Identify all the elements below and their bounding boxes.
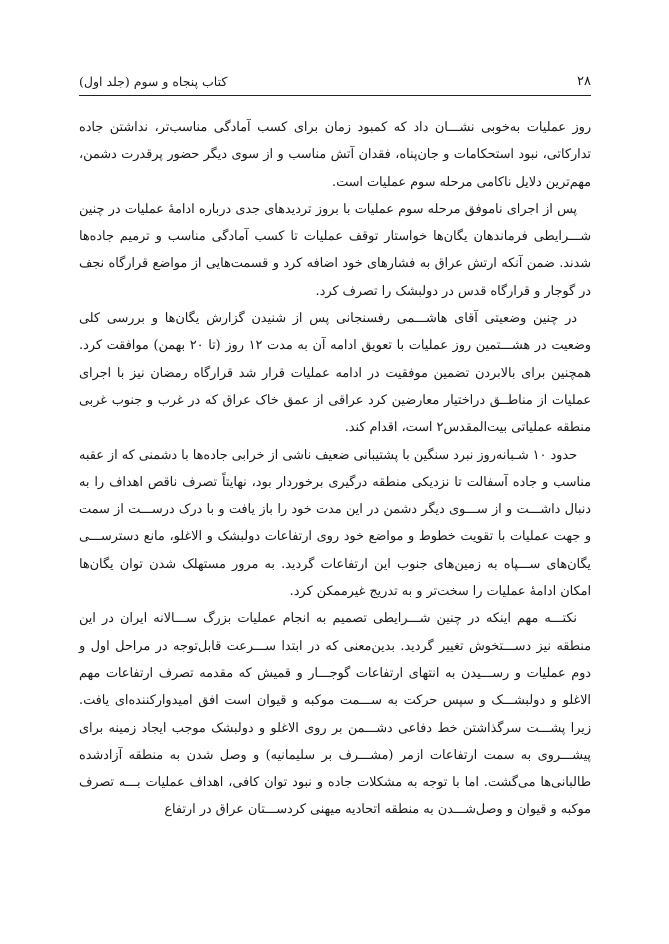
running-head [79,74,591,96]
page-number: ۲۸ [577,74,591,89]
paragraph-5: نکتـــه مهم اینکه در چنین شـــرایطی تصمیم به انجام عملیات بزرگ ســـالانه ایران در این منطقه نیز دســـتخوش تغییر گردید. بدین‌معنی که در ابتدا ســـرعت قابل‌توجه در مراحل اول و دوم عملیات و رســـیدن به انتهای ارتفاعات گوجـــار و قمیش که مقدمه تصرف ارتفاعات مهم الاغلو و دولبشـــک و سپس حرکت به ســـمت موکبه و قیوان است افق امیدوارکننده‌ای یافت. زیرا پشـــت سرگذاشتن خط دفاعی دشـــمن بر روی الاغلو و دولبشک موجب ایجاد زمینه برای پیشـــروی به سمت ارتفاعات ازمر (مشـــرف بر سلیمانیه) و وصل شدن به منطقه آزادشده طالبانی‌ها می‌گشت. اما با توجه به مشکلات جاده و نبود توان کافی، اهداف عملیات بـــه تصرف موکبه و قیوان و وصل‌شـــدن به منطقه اتحادیه میهنی کردســـتان عراق در ارتفاع [79,611,591,818]
paragraph-2: پس از اجرای ناموفق مرحله سوم عملیات با بروز تردیدهای جدی درباره ادامهٔ عملیات در چنین شـــرایطی فرماندهان یگان‌ها خواستار توقف عملیات تا کسب آمادگی مناسب و ترمیم جاده‌ها شدند. ضمن آنکه ارتش عراق به فشارهای خود اضافه کرد و قسمت‌هایی از مواضع قرارگاه نجف در گوجار و قرارگاه قدس در دولبشک را تصرف کرد. [79,201,591,299]
book-page [79,74,591,824]
paragraph-3: در چنین وضعیتی آقای هاشـــمی رفسنجانی پس از شنیدن گزارش یگان‌ها و بررسی کلی وضعیت در هشـــتمین روز عملیات با تعویق ادامه آن به مدت ۱۲ روز (تا ۲۰ بهمن) موافقت کرد. همچنین برای بالابردن تضمین موفقیت در ادامه عملیات قرار شد قرارگاه رمضان نیز با اجرای عملیات از مناطــق دراختیار معارضین کرد عراقی از عمق خاک عراق که در غرب و جنوب غربی منطقه عملیاتی بیت‌المقدس۲ است، اقدام کند. [79,311,591,436]
book-title: کتاب پنجاه و سوم (جلد اول) [79,74,228,89]
paragraph-4: حدود ۱۰ شـبانه‌روز نبرد سنگین با پشتیبانی ضعیف ناشی از خرابی جاده‌ها با دشمنی که از عقبه مناسب و جاده آسفالت تا نزدیکی منطقه درگیری برخوردار بود، نهایتاً تصرف ناقص اهداف را به دنبال داشـــت و از ســـوی دیگر دشمن در این مدت خود را باز یافت و با درک درســـت از سمت و جهت عملیات با تقویت خطوط و مواضع خود روی ارتفاعات دولبشک و الاغلو، مانع دسترســـی یگان‌های ســـپاه به زمین‌های جنوب این ارتفاعات گردید. به مرور مستهلک شدن توان یگان‌ها امکان ادامهٔ عملیات را سخت‌تر و به تدریج غیرممکن کرد. [79,447,591,600]
body-text [79,114,591,824]
paragraph-1: روز عملیات به‌خوبی نشـــان داد که کمبود زمان برای کسب آمادگی مناسب‌تر، نداشتن جاده تدارکاتی، نبود استحکامات و جان‌پناه، فقدان آتش مناسب و از سوی دیگر حضور پرقدرت دشمن، مهم‌ترین دلایل ناکامی مرحله سوم عملیات است. [79,120,591,190]
